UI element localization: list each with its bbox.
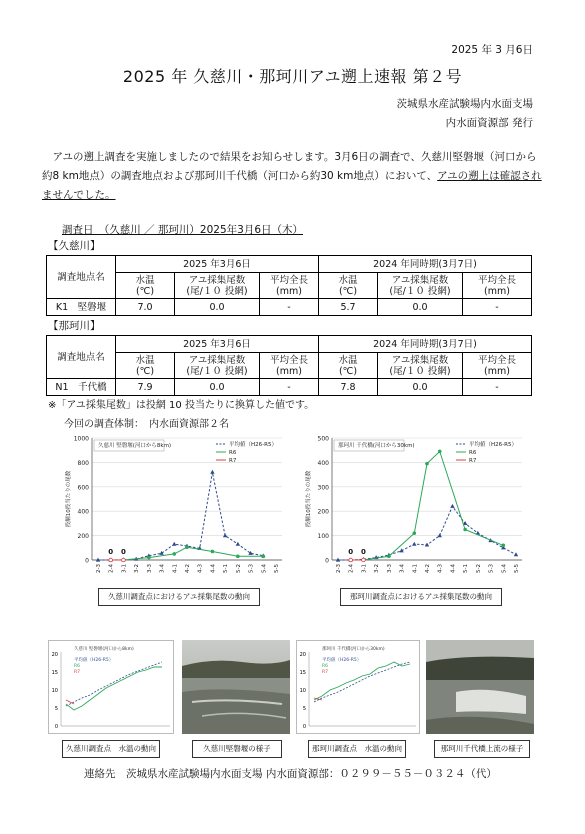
- chart-caption-kuji: 久慈川調査点におけるアユ採集尾数の動向: [98, 588, 260, 606]
- survey-date-line: 調査日 （久慈川 ／ 那珂川）2025年3月6日（木）: [62, 224, 304, 236]
- y-tick-label: 0: [85, 557, 89, 565]
- river-label-naka: 【那珂川】: [48, 320, 101, 332]
- data-table-kuji: [46, 255, 532, 316]
- photo-kuji-weir: [182, 640, 290, 734]
- temp-legend-r7: R7: [322, 670, 328, 675]
- count-header: アユ採集尾数 (尾/１０ 投網): [175, 273, 260, 299]
- chart-caption-naka: 那珂川調査点におけるアユ採集尾数の動向: [340, 588, 502, 606]
- river-label-kuji: 【久慈川】: [48, 240, 101, 252]
- intro-result-text: アユの遡上は確認されませんでした。: [42, 170, 542, 201]
- table-row: [47, 299, 532, 316]
- x-tick-label: 3-3: [146, 564, 153, 573]
- temp-ytick: 5: [302, 706, 306, 712]
- y-tick-label: 400: [317, 459, 329, 467]
- contact-line: 連絡先 茨城県水産試験場内水面支場 内水面資源部：０２９９－５５－０３２４（代）: [84, 768, 497, 780]
- y-axis-label: 投網10投当たりの尾数: [66, 470, 72, 528]
- x-tick-label: 2-3: [96, 564, 102, 573]
- intro-paragraph: [42, 148, 542, 205]
- data-point: [147, 556, 151, 560]
- temp-caption-kuji: 久慈川調査点 水温の動向: [62, 740, 160, 758]
- temp-header: 水温 (℃): [319, 273, 378, 299]
- team-text: 今回の調査体制： 内水面資源部２名: [64, 419, 229, 430]
- temp-legend-r7: R7: [74, 670, 80, 675]
- x-tick-label: 5-2: [235, 564, 242, 573]
- x-tick-label: 3-1: [121, 564, 128, 573]
- x-tick-label: 2-3: [336, 564, 342, 573]
- chart-title: 那珂川 千代橋(河口から30km): [338, 443, 415, 449]
- y-tick-label: 600: [77, 484, 89, 492]
- temp-caption-naka: 那珂川調査点 水温の動向: [308, 740, 406, 758]
- temp-ytick: 10: [51, 688, 58, 694]
- data-table-naka: [46, 335, 532, 396]
- y-tick-label: 800: [77, 459, 89, 467]
- legend-label: R6: [469, 450, 477, 456]
- value-cell: 7.0: [116, 299, 175, 316]
- data-point: [362, 558, 366, 562]
- x-tick-label: 4-3: [197, 564, 204, 573]
- legend-label: R7: [229, 458, 237, 464]
- temp-legend-avg: 平均値（H26-R5）: [322, 658, 362, 663]
- data-point: [211, 550, 215, 554]
- value-cell: 0.0: [175, 299, 260, 316]
- legend-label: 平均値（H26-R5）: [469, 442, 517, 448]
- y-tick-label: 200: [77, 533, 89, 541]
- legend-label: R7: [469, 458, 477, 464]
- length-header: 平均全長 (mm): [463, 273, 532, 299]
- period-now-header: 2025 年3月6日: [116, 256, 319, 273]
- value-cell: 7.9: [116, 379, 175, 396]
- col-site-header: 調査地点名: [47, 256, 116, 299]
- intro-text: アユの遡上調査を実施しましたので結果をお知らせします。3月6日の調査で、久慈川堅磐堰（河口から約8 km地点）の調査地点および那珂川千代橋（河口から約30 km地点）において、: [42, 151, 537, 182]
- data-point: [412, 531, 416, 535]
- x-tick-label: 5-3: [248, 564, 255, 573]
- value-cell: 5.7: [319, 299, 378, 316]
- value-cell: 0.0: [175, 379, 260, 396]
- temp-ytick: 20: [51, 652, 58, 658]
- temp-ytick: 5: [54, 706, 58, 712]
- temp-legend-avg: 平均値（H26-R5）: [74, 658, 114, 663]
- count-header: アユ採集尾数 (尾/１０ 投網): [175, 353, 260, 379]
- temp-chart-title-kuji: 久慈川 堅磐堰(河口から8km): [74, 647, 134, 652]
- data-label: 0: [360, 548, 366, 556]
- y-tick-label: 500: [317, 435, 329, 443]
- x-tick-label: 3-4: [159, 564, 166, 573]
- value-cell: -: [463, 299, 532, 316]
- data-point: [261, 555, 265, 559]
- publisher-line-2: 内水面資源部 発行: [445, 117, 533, 129]
- period-prev-header: 2024 年同時期(3月7日): [319, 336, 532, 353]
- value-cell: 7.8: [319, 379, 378, 396]
- temp-header: 水温 (℃): [116, 273, 175, 299]
- temp-legend-r6: R6: [74, 664, 80, 669]
- value-cell: 0.0: [378, 299, 463, 316]
- data-point: [172, 552, 176, 556]
- length-header: 平均全長 (mm): [260, 273, 319, 299]
- count-header: アユ採集尾数 (尾/１０ 投網): [378, 353, 463, 379]
- count-header: アユ採集尾数 (尾/１０ 投網): [378, 273, 463, 299]
- x-tick-label: 5-4: [501, 564, 508, 573]
- value-cell: -: [260, 299, 319, 316]
- length-header: 平均全長 (mm): [463, 353, 532, 379]
- period-prev-header: 2024 年同時期(3月7日): [319, 256, 532, 273]
- data-point: [122, 558, 126, 562]
- x-tick-label: 4-3: [437, 564, 444, 573]
- x-tick-label: 3-2: [374, 564, 381, 573]
- data-point: [349, 558, 353, 562]
- temp-ytick: 10: [299, 688, 306, 694]
- x-tick-label: 3-1: [361, 564, 368, 573]
- data-point: [185, 545, 189, 549]
- site-cell: N1 千代橋: [47, 379, 116, 396]
- col-site-header: 調査地点名: [47, 336, 116, 379]
- y-tick-label: 200: [317, 508, 329, 516]
- data-point: [463, 528, 467, 532]
- publisher-line-1: 茨城県水産試験場内水面支場: [396, 98, 533, 110]
- photo-naka-chiyo: [426, 640, 534, 734]
- data-point: [438, 450, 442, 454]
- x-tick-label: 5-1: [223, 564, 230, 573]
- x-tick-label: 5-5: [274, 564, 280, 573]
- data-label: 0: [348, 548, 354, 556]
- photo-caption-kuji: 久慈川堅磐堰の様子: [192, 740, 282, 758]
- x-tick-label: 3-4: [399, 564, 406, 573]
- x-tick-label: 5-1: [463, 564, 470, 573]
- x-tick-label: 2-4: [108, 564, 115, 573]
- x-tick-label: 2-4: [348, 564, 355, 573]
- legend-label: 平均値（H26-R5）: [229, 442, 277, 448]
- data-point: [236, 555, 240, 559]
- photo-caption-naka: 那珂川千代橋上流の様子: [434, 740, 530, 758]
- issue-date: 2025 年 3 月6日: [451, 44, 533, 56]
- x-tick-label: 4-2: [185, 564, 191, 573]
- temp-ytick: 0: [302, 724, 306, 730]
- x-tick-label: 4-2: [425, 564, 431, 573]
- temp-ytick: 0: [54, 724, 58, 730]
- note-text: ※「アユ採集尾数」は投網 10 投当たりに換算した値です。: [48, 400, 315, 411]
- chart-title: 久慈川 堅磐堰(河口から8km): [98, 443, 172, 449]
- y-tick-label: 0: [325, 557, 329, 565]
- length-header: 平均全長 (mm): [260, 353, 319, 379]
- site-cell: K1 堅磐堰: [47, 299, 116, 316]
- value-cell: -: [463, 379, 532, 396]
- y-tick-label: 1000: [73, 435, 89, 443]
- x-tick-label: 3-2: [134, 564, 141, 573]
- y-axis-label: 投網10投当たりの尾数: [306, 470, 312, 528]
- page-title: 2025 年 久慈川・那珂川アユ遡上速報 第２号: [122, 67, 463, 86]
- x-tick-label: 4-1: [412, 564, 419, 573]
- temp-chart-naka: [296, 640, 420, 734]
- x-tick-label: 5-2: [475, 564, 482, 573]
- y-tick-label: 300: [317, 484, 329, 492]
- temp-header: 水温 (℃): [319, 353, 378, 379]
- x-tick-label: 4-4: [210, 564, 217, 573]
- catch-chart-naka: [292, 432, 528, 582]
- x-tick-label: 3-3: [386, 564, 393, 573]
- y-tick-label: 400: [77, 508, 89, 516]
- temp-ytick: 20: [299, 652, 306, 658]
- data-point: [425, 462, 429, 466]
- table-row: [47, 379, 532, 396]
- legend-label: R6: [229, 450, 237, 456]
- x-tick-label: 5-5: [514, 564, 520, 573]
- y-tick-label: 100: [317, 533, 329, 541]
- temp-legend-r6: R6: [322, 664, 328, 669]
- value-cell: 0.0: [378, 379, 463, 396]
- x-tick-label: 5-4: [261, 564, 268, 573]
- temp-header: 水温 (℃): [116, 353, 175, 379]
- data-point: [109, 558, 113, 562]
- period-now-header: 2025 年3月6日: [116, 336, 319, 353]
- value-cell: -: [260, 379, 319, 396]
- data-point: [387, 555, 391, 559]
- data-label: 0: [120, 548, 126, 556]
- data-label: 0: [108, 548, 114, 556]
- temp-chart-title-naka: 那珂川 千代橋(河口から30km): [322, 647, 385, 652]
- catch-chart-kuji: [52, 432, 288, 582]
- x-tick-label: 4-1: [172, 564, 179, 573]
- x-tick-label: 5-3: [488, 564, 495, 573]
- x-tick-label: 4-4: [450, 564, 457, 573]
- data-point: [501, 544, 505, 548]
- temp-ytick: 15: [299, 670, 306, 676]
- temp-chart-kuji: [48, 640, 174, 734]
- temp-ytick: 15: [51, 670, 58, 676]
